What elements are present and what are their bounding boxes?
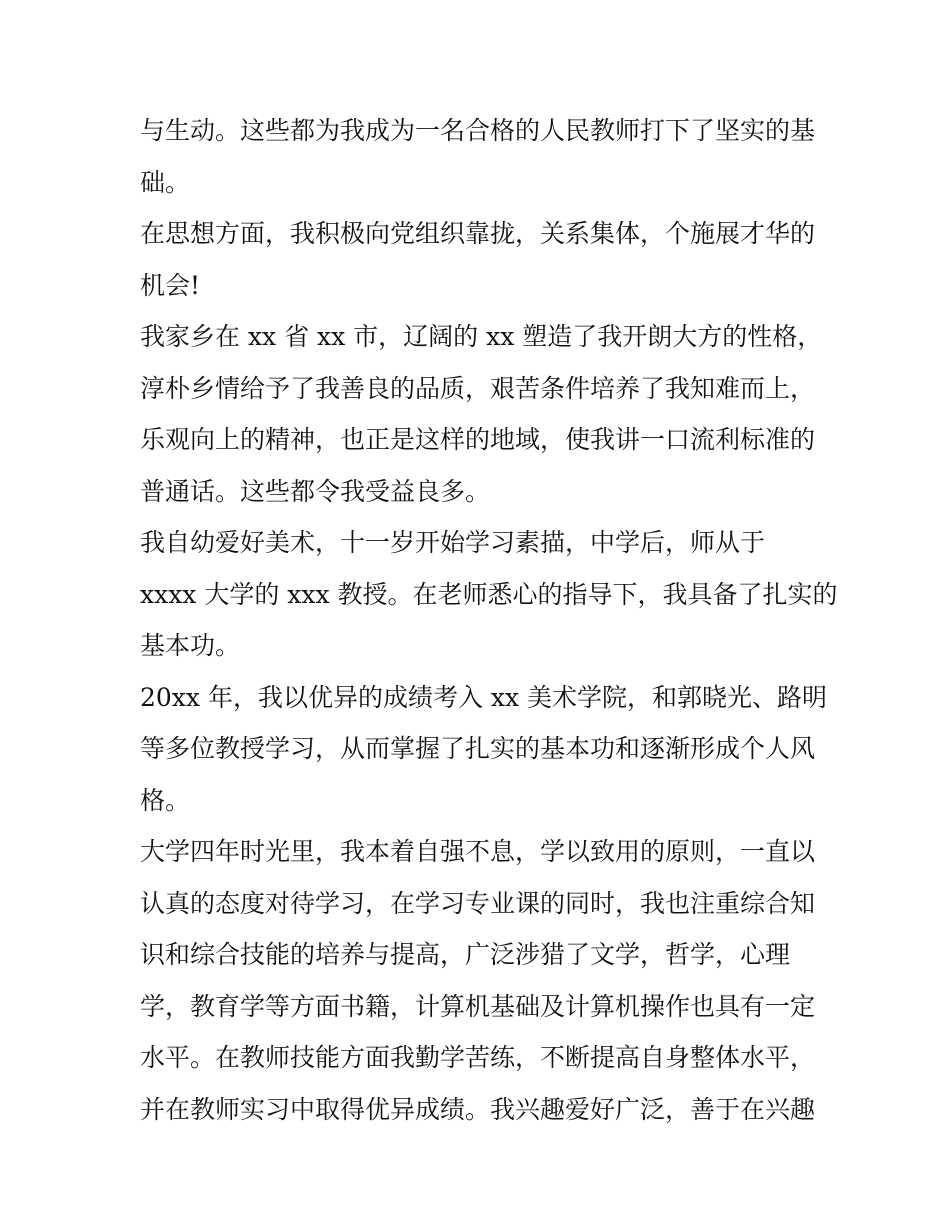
text-line: 我家乡在 xx 省 xx 市，辽阔的 xx 塑造了我开朗大方的性格， [140, 322, 823, 351]
text-line: 我自幼爱好美术，十一岁开始学习素描，中学后，师从于 [140, 528, 766, 557]
text-line: 淳朴乡情给予了我善良的品质，艰苦条件培养了我知难而上， [140, 373, 816, 403]
text-line: 基本功。 [140, 631, 241, 660]
text-line: 大学四年时光里，我本着自强不息，学以致用的原则，一直以 [140, 837, 816, 866]
text-line: 与生动。这些都为我成为一名合格的人民教师打下了坚实的基 [140, 116, 816, 145]
text-line: 水平。在教师技能方面我勤学苦练，不断提高自身整体水平， [140, 1043, 816, 1072]
text-line: 格。 [140, 785, 191, 815]
text-line: 在思想方面，我积极向党组织靠拢，关系集体，个施展才华的 [140, 219, 816, 248]
text-line: 识和综合技能的培养与提高，广泛涉猎了文学，哲学，心理 [140, 940, 791, 969]
document-body [140, 105, 838, 1135]
text-line: 认真的态度对待学习，在学习专业课的同时，我也注重综合知 [140, 888, 816, 918]
text-line: 乐观向上的精神，也正是这样的地域，使我讲一口流利标准的 [140, 425, 816, 454]
text-line: 20xx 年，我以优异的成绩考入 xx 美术学院，和郭晓光、路明 [140, 682, 828, 712]
text-line: 学，教育学等方面书籍，计算机基础及计算机操作也具有一定 [140, 991, 816, 1021]
text-line: xxxx 大学的 xxx 教授。在老师悉心的指导下，我具备了扎实的 [140, 579, 838, 609]
text-line: 普通话。这些都令我受益良多。 [140, 476, 491, 506]
text-line: 并在教师实习中取得优异成绩。我兴趣爱好广泛，善于在兴趣 [140, 1094, 816, 1124]
text-line: 等多位教授学习，从而掌握了扎实的基本功和逐渐形成个人风 [140, 734, 816, 763]
text-line: 机会! [140, 270, 201, 300]
text-line: 础。 [140, 167, 191, 197]
